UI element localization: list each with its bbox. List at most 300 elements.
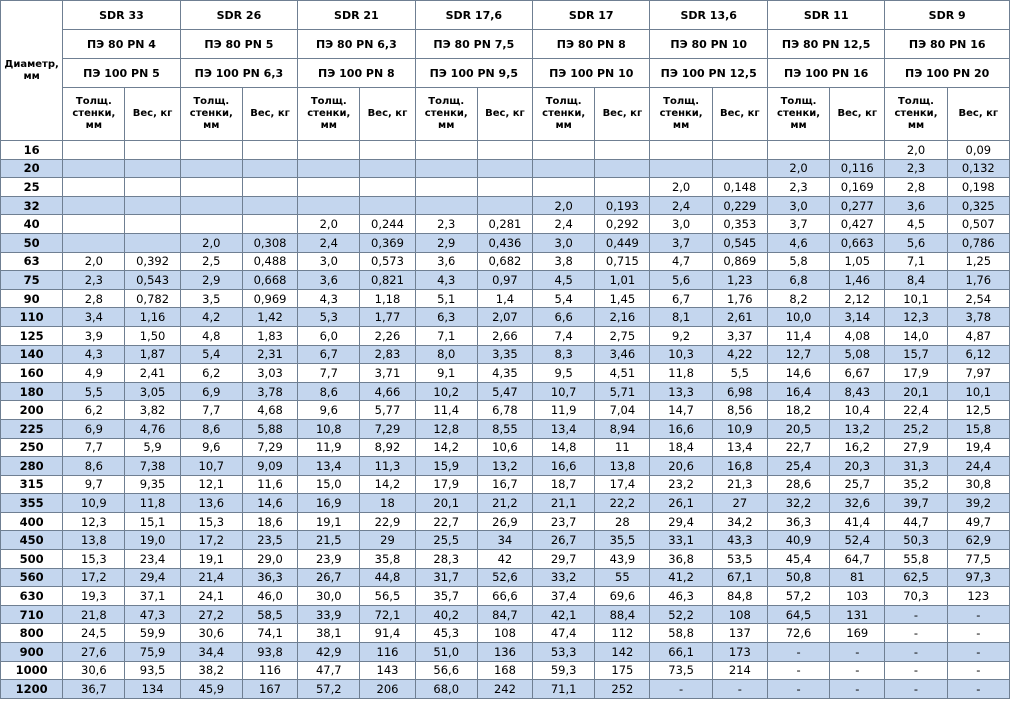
thickness-cell: 10,0: [767, 308, 829, 327]
weight-cell: [360, 141, 415, 160]
weight-cell: 88,4: [595, 605, 650, 624]
weight-cell: 0,281: [477, 215, 532, 234]
pe80-header: ПЭ 80 PN 10: [650, 30, 767, 59]
weight-cell: 4,51: [595, 364, 650, 383]
weight-cell: 75,9: [125, 643, 180, 662]
pe100-header: ПЭ 100 PN 8: [298, 59, 415, 88]
thickness-cell: [298, 196, 360, 215]
weight-cell: 1,16: [125, 308, 180, 327]
weight-cell: 52,6: [477, 568, 532, 587]
weight-cell: 0,292: [595, 215, 650, 234]
thickness-cell: 7,1: [885, 252, 947, 271]
weight-cell: 2,16: [595, 308, 650, 327]
thickness-cell: 6,2: [63, 401, 125, 420]
weight-cell: [125, 159, 180, 178]
weight-cell: 43,3: [712, 531, 767, 550]
thickness-cell: 2,0: [767, 159, 829, 178]
table-row: [1, 141, 1010, 160]
weight-cell: 6,78: [477, 401, 532, 420]
thickness-cell: 6,9: [63, 419, 125, 438]
thickness-cell: 8,3: [533, 345, 595, 364]
thickness-cell: 2,0: [533, 196, 595, 215]
thickness-cell: 2,3: [885, 159, 947, 178]
weight-cell: 7,29: [242, 438, 297, 457]
table-row: [1, 326, 1010, 345]
thickness-cell: 21,8: [63, 605, 125, 624]
thickness-cell: [180, 178, 242, 197]
weight-cell: 43,9: [595, 550, 650, 569]
thickness-header: Толщ. стенки, мм: [885, 88, 947, 141]
sdr-header: SDR 33: [63, 1, 180, 30]
thickness-cell: 8,6: [180, 419, 242, 438]
weight-header: Вес, кг: [125, 88, 180, 141]
weight-cell: 123: [947, 587, 1009, 606]
thickness-cell: 32,2: [767, 494, 829, 513]
thickness-cell: 8,2: [767, 289, 829, 308]
thickness-cell: 4,6: [767, 233, 829, 252]
thickness-cell: 3,6: [415, 252, 477, 271]
weight-cell: 26,9: [477, 512, 532, 531]
weight-cell: 0,436: [477, 233, 532, 252]
weight-cell: 66,6: [477, 587, 532, 606]
sdr-header: SDR 11: [767, 1, 884, 30]
diameter-cell: 90: [1, 289, 63, 308]
thickness-cell: [180, 196, 242, 215]
table-row: [1, 512, 1010, 531]
weight-cell: 4,66: [360, 382, 415, 401]
thickness-cell: 14,6: [767, 364, 829, 383]
thickness-cell: 46,3: [650, 587, 712, 606]
diameter-cell: 800: [1, 624, 63, 643]
thickness-cell: 11,8: [650, 364, 712, 383]
thickness-cell: 42,1: [533, 605, 595, 624]
weight-cell: 93,8: [242, 643, 297, 662]
diameter-cell: 25: [1, 178, 63, 197]
weight-cell: 29,4: [125, 568, 180, 587]
thickness-cell: 41,2: [650, 568, 712, 587]
sdr-header: SDR 17,6: [415, 1, 532, 30]
diameter-cell: 20: [1, 159, 63, 178]
weight-cell: 36,3: [242, 568, 297, 587]
thickness-header: Толщ. стенки, мм: [298, 88, 360, 141]
thickness-cell: 9,1: [415, 364, 477, 383]
weight-cell: 0,869: [712, 252, 767, 271]
thickness-cell: [650, 141, 712, 160]
weight-cell: 10,9: [712, 419, 767, 438]
thickness-cell: [650, 159, 712, 178]
thickness-cell: 22,7: [415, 512, 477, 531]
weight-cell: [477, 178, 532, 197]
thickness-cell: 7,7: [298, 364, 360, 383]
weight-cell: -: [947, 624, 1009, 643]
thickness-cell: 13,8: [63, 531, 125, 550]
diameter-cell: 225: [1, 419, 63, 438]
thickness-cell: 5,3: [298, 308, 360, 327]
weight-cell: 134: [125, 680, 180, 699]
pe100-header: ПЭ 100 PN 16: [767, 59, 884, 88]
thickness-cell: 35,7: [415, 587, 477, 606]
thickness-cell: 62,5: [885, 568, 947, 587]
thickness-cell: 16,6: [650, 419, 712, 438]
thickness-cell: 5,1: [415, 289, 477, 308]
weight-cell: 16,2: [830, 438, 885, 457]
table-body: [1, 141, 1010, 699]
thickness-cell: 15,3: [63, 550, 125, 569]
thickness-cell: 9,6: [298, 401, 360, 420]
thickness-header: Толщ. стенки, мм: [650, 88, 712, 141]
weight-header: Вес, кг: [712, 88, 767, 141]
diameter-cell: 710: [1, 605, 63, 624]
thickness-cell: 59,3: [533, 661, 595, 680]
weight-cell: 0,229: [712, 196, 767, 215]
thickness-cell: 3,6: [885, 196, 947, 215]
weight-cell: 53,5: [712, 550, 767, 569]
weight-cell: 137: [712, 624, 767, 643]
weight-cell: 169: [830, 624, 885, 643]
weight-cell: 0,148: [712, 178, 767, 197]
weight-cell: 81: [830, 568, 885, 587]
weight-cell: 59,9: [125, 624, 180, 643]
weight-cell: 2,26: [360, 326, 415, 345]
weight-cell: 41,4: [830, 512, 885, 531]
thickness-cell: 36,3: [767, 512, 829, 531]
weight-cell: 13,2: [830, 419, 885, 438]
thickness-cell: -: [650, 680, 712, 699]
weight-cell: 206: [360, 680, 415, 699]
thickness-cell: 12,8: [415, 419, 477, 438]
weight-cell: 49,7: [947, 512, 1009, 531]
thickness-cell: 17,2: [180, 531, 242, 550]
table-row: [1, 308, 1010, 327]
weight-cell: 37,1: [125, 587, 180, 606]
weight-cell: 55: [595, 568, 650, 587]
weight-cell: [242, 196, 297, 215]
thickness-cell: 28,3: [415, 550, 477, 569]
thickness-cell: 50,3: [885, 531, 947, 550]
weight-cell: 4,08: [830, 326, 885, 345]
table-row: [1, 196, 1010, 215]
thickness-cell: [180, 215, 242, 234]
diameter-cell: 1000: [1, 661, 63, 680]
thickness-cell: [63, 141, 125, 160]
weight-cell: 4,22: [712, 345, 767, 364]
thickness-cell: [63, 159, 125, 178]
weight-cell: 15,8: [947, 419, 1009, 438]
weight-cell: 77,5: [947, 550, 1009, 569]
weight-cell: 0,116: [830, 159, 885, 178]
thickness-cell: 4,8: [180, 326, 242, 345]
weight-cell: 6,67: [830, 364, 885, 383]
thickness-cell: 3,0: [533, 233, 595, 252]
thickness-cell: 57,2: [767, 587, 829, 606]
pe100-header: ПЭ 100 PN 10: [533, 59, 650, 88]
pe80-header: ПЭ 80 PN 16: [885, 30, 1010, 59]
weight-cell: 1,05: [830, 252, 885, 271]
thickness-cell: 3,9: [63, 326, 125, 345]
weight-cell: 10,6: [477, 438, 532, 457]
thickness-cell: 26,1: [650, 494, 712, 513]
weight-cell: -: [830, 661, 885, 680]
thickness-cell: 71,1: [533, 680, 595, 699]
thickness-header: Толщ. стенки, мм: [180, 88, 242, 141]
table-row: [1, 382, 1010, 401]
weight-cell: 2,41: [125, 364, 180, 383]
thickness-cell: 2,0: [885, 141, 947, 160]
weight-cell: 1,01: [595, 271, 650, 290]
weight-cell: 18: [360, 494, 415, 513]
weight-cell: 8,56: [712, 401, 767, 420]
thickness-cell: 38,1: [298, 624, 360, 643]
weight-cell: 2,61: [712, 308, 767, 327]
weight-cell: 8,55: [477, 419, 532, 438]
thickness-cell: 15,0: [298, 475, 360, 494]
weight-cell: 0,715: [595, 252, 650, 271]
weight-cell: 20,3: [830, 457, 885, 476]
thickness-cell: 4,2: [180, 308, 242, 327]
weight-cell: 35,5: [595, 531, 650, 550]
thickness-cell: 16,6: [533, 457, 595, 476]
table-row: [1, 531, 1010, 550]
diameter-header: Диаметр, мм: [1, 1, 63, 141]
thickness-cell: 18,4: [650, 438, 712, 457]
thickness-cell: [415, 141, 477, 160]
thickness-cell: 26,7: [298, 568, 360, 587]
weight-cell: [242, 215, 297, 234]
weight-cell: 1,4: [477, 289, 532, 308]
thickness-cell: 25,4: [767, 457, 829, 476]
thickness-cell: 27,6: [63, 643, 125, 662]
thickness-cell: 2,3: [415, 215, 477, 234]
weight-cell: 67,1: [712, 568, 767, 587]
weight-cell: [477, 141, 532, 160]
thickness-cell: 38,2: [180, 661, 242, 680]
sdr-header: SDR 21: [298, 1, 415, 30]
weight-cell: 5,88: [242, 419, 297, 438]
thickness-cell: 10,7: [180, 457, 242, 476]
thickness-cell: 5,5: [63, 382, 125, 401]
thickness-cell: [415, 178, 477, 197]
thickness-cell: 9,2: [650, 326, 712, 345]
thickness-cell: [767, 141, 829, 160]
thickness-cell: 24,1: [180, 587, 242, 606]
weight-cell: 0,392: [125, 252, 180, 271]
weight-cell: 6,98: [712, 382, 767, 401]
thickness-cell: 17,9: [885, 364, 947, 383]
table-row: [1, 457, 1010, 476]
thickness-cell: -: [885, 661, 947, 680]
thickness-cell: 21,5: [298, 531, 360, 550]
weight-cell: 34: [477, 531, 532, 550]
weight-cell: 3,71: [360, 364, 415, 383]
thickness-cell: 55,8: [885, 550, 947, 569]
weight-cell: 16,7: [477, 475, 532, 494]
sdr-header: SDR 9: [885, 1, 1010, 30]
thickness-cell: 4,3: [63, 345, 125, 364]
pe80-header: ПЭ 80 PN 4: [63, 30, 180, 59]
thickness-header: Толщ. стенки, мм: [767, 88, 829, 141]
thickness-cell: 3,4: [63, 308, 125, 327]
thickness-cell: 47,7: [298, 661, 360, 680]
table-row: [1, 401, 1010, 420]
weight-cell: 0,369: [360, 233, 415, 252]
diameter-cell: 355: [1, 494, 63, 513]
thickness-cell: 13,4: [533, 419, 595, 438]
table-row: [1, 643, 1010, 662]
thickness-cell: 4,5: [885, 215, 947, 234]
thickness-cell: 21,4: [180, 568, 242, 587]
pe80-header: ПЭ 80 PN 6,3: [298, 30, 415, 59]
thickness-cell: 25,2: [885, 419, 947, 438]
weight-cell: 91,4: [360, 624, 415, 643]
weight-cell: 0,821: [360, 271, 415, 290]
thickness-cell: 2,0: [63, 252, 125, 271]
weight-cell: 13,4: [712, 438, 767, 457]
weight-cell: 2,75: [595, 326, 650, 345]
weight-cell: 1,46: [830, 271, 885, 290]
thickness-cell: 8,0: [415, 345, 477, 364]
weight-cell: 8,92: [360, 438, 415, 457]
weight-cell: 5,47: [477, 382, 532, 401]
thickness-cell: 12,1: [180, 475, 242, 494]
thickness-cell: [63, 196, 125, 215]
thickness-cell: 26,7: [533, 531, 595, 550]
weight-header: Вес, кг: [360, 88, 415, 141]
thickness-cell: 11,9: [533, 401, 595, 420]
table-row: [1, 233, 1010, 252]
thickness-cell: 37,4: [533, 587, 595, 606]
thickness-cell: 22,4: [885, 401, 947, 420]
thickness-cell: 9,6: [180, 438, 242, 457]
weight-cell: 0,09: [947, 141, 1009, 160]
weight-cell: 0,325: [947, 196, 1009, 215]
diameter-cell: 50: [1, 233, 63, 252]
thickness-cell: 16,9: [298, 494, 360, 513]
thickness-cell: 9,5: [533, 364, 595, 383]
weight-cell: 5,08: [830, 345, 885, 364]
diameter-cell: 450: [1, 531, 63, 550]
weight-cell: 0,786: [947, 233, 1009, 252]
weight-cell: 69,6: [595, 587, 650, 606]
weight-cell: 143: [360, 661, 415, 680]
weight-cell: 1,42: [242, 308, 297, 327]
diameter-cell: 110: [1, 308, 63, 327]
thickness-cell: 51,0: [415, 643, 477, 662]
thickness-cell: 10,7: [533, 382, 595, 401]
table-row: [1, 419, 1010, 438]
weight-cell: 29: [360, 531, 415, 550]
thickness-cell: [63, 233, 125, 252]
diameter-cell: 160: [1, 364, 63, 383]
weight-cell: 116: [360, 643, 415, 662]
thickness-cell: 2,4: [533, 215, 595, 234]
thickness-header: Толщ. стенки, мм: [533, 88, 595, 141]
thickness-cell: 4,5: [533, 271, 595, 290]
thickness-cell: -: [767, 643, 829, 662]
thickness-cell: 8,4: [885, 271, 947, 290]
weight-cell: 56,5: [360, 587, 415, 606]
weight-cell: 1,87: [125, 345, 180, 364]
thickness-cell: 2,8: [885, 178, 947, 197]
weight-cell: 2,07: [477, 308, 532, 327]
weight-cell: 131: [830, 605, 885, 624]
thickness-cell: 2,9: [180, 271, 242, 290]
weight-cell: 62,9: [947, 531, 1009, 550]
thickness-cell: 6,7: [650, 289, 712, 308]
thickness-cell: 2,4: [650, 196, 712, 215]
weight-cell: 16,8: [712, 457, 767, 476]
thickness-cell: 73,5: [650, 661, 712, 680]
weight-cell: 3,78: [242, 382, 297, 401]
thickness-cell: [298, 141, 360, 160]
thickness-cell: 72,6: [767, 624, 829, 643]
thickness-cell: 11,4: [415, 401, 477, 420]
weight-cell: 0,507: [947, 215, 1009, 234]
weight-cell: [360, 178, 415, 197]
thickness-cell: 6,8: [767, 271, 829, 290]
weight-cell: 0,169: [830, 178, 885, 197]
weight-cell: [125, 215, 180, 234]
weight-cell: 35,8: [360, 550, 415, 569]
thickness-cell: 12,7: [767, 345, 829, 364]
weight-cell: [125, 141, 180, 160]
thickness-cell: [533, 178, 595, 197]
weight-cell: 1,25: [947, 252, 1009, 271]
weight-cell: 18,6: [242, 512, 297, 531]
thickness-cell: 20,5: [767, 419, 829, 438]
thickness-cell: 7,7: [180, 401, 242, 420]
thickness-cell: 5,8: [767, 252, 829, 271]
weight-cell: 5,71: [595, 382, 650, 401]
weight-header: Вес, кг: [595, 88, 650, 141]
weight-cell: 14,6: [242, 494, 297, 513]
weight-cell: 252: [595, 680, 650, 699]
thickness-cell: [180, 141, 242, 160]
thickness-cell: 8,6: [298, 382, 360, 401]
thickness-cell: 6,7: [298, 345, 360, 364]
weight-cell: [242, 178, 297, 197]
diameter-cell: 500: [1, 550, 63, 569]
thickness-cell: [63, 215, 125, 234]
thickness-cell: 2,0: [180, 233, 242, 252]
diameter-cell: 140: [1, 345, 63, 364]
thickness-cell: 3,6: [298, 271, 360, 290]
thickness-cell: 33,1: [650, 531, 712, 550]
thickness-cell: 17,2: [63, 568, 125, 587]
table-row: [1, 587, 1010, 606]
thickness-cell: 12,3: [63, 512, 125, 531]
table-header: [1, 1, 1010, 141]
weight-header: Вес, кг: [830, 88, 885, 141]
weight-cell: 2,12: [830, 289, 885, 308]
weight-cell: 5,77: [360, 401, 415, 420]
weight-cell: [477, 159, 532, 178]
weight-cell: 93,5: [125, 661, 180, 680]
thickness-cell: 29,4: [650, 512, 712, 531]
table-row: [1, 364, 1010, 383]
table-row: [1, 271, 1010, 290]
thickness-cell: 2,8: [63, 289, 125, 308]
weight-cell: 10,1: [947, 382, 1009, 401]
thickness-cell: 6,6: [533, 308, 595, 327]
thickness-cell: 4,9: [63, 364, 125, 383]
weight-cell: 11,8: [125, 494, 180, 513]
weight-cell: 0,427: [830, 215, 885, 234]
weight-header: Вес, кг: [947, 88, 1009, 141]
diameter-cell: 16: [1, 141, 63, 160]
thickness-cell: 5,6: [650, 271, 712, 290]
weight-cell: 74,1: [242, 624, 297, 643]
weight-cell: 1,50: [125, 326, 180, 345]
